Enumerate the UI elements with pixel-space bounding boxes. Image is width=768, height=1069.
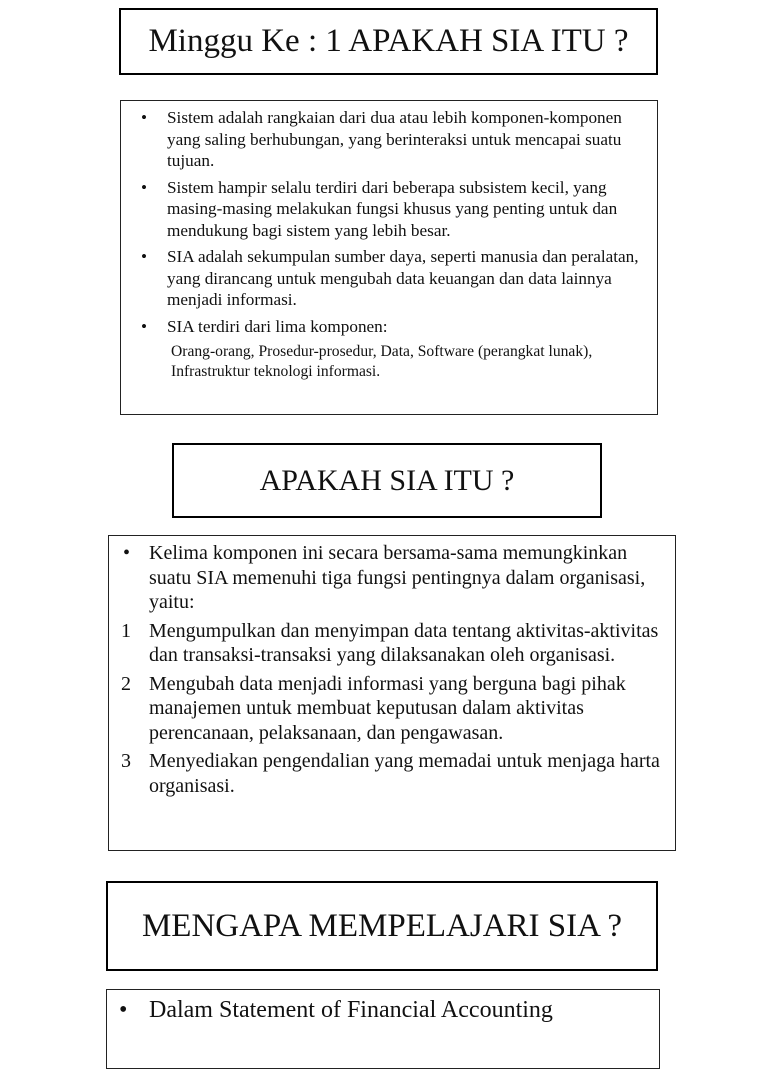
list-item — [133, 177, 645, 242]
bullet-text: Dalam Statement of Financial Accounting — [149, 997, 553, 1023]
intro-text: Kelima komponen ini secara bersama-sama memungkinkan suatu SIA memenuhi tiga fungsi pentingnya dalam organisasi, yaitu: — [149, 542, 646, 613]
bullet-icon: • — [123, 542, 131, 564]
list-item — [119, 619, 665, 668]
bullet-icon: • — [141, 108, 148, 127]
slide-2-intro-list — [119, 541, 665, 615]
slide-1-bullet-list — [133, 107, 645, 337]
item-number: 3 — [121, 750, 131, 772]
list-item — [119, 749, 665, 798]
bullet-text: Sistem hampir selalu terdiri dari beberapa subsistem kecil, yang masing-masing melakukan fungsi khusus yang penting untuk dan mendukung bagi sistem yang lebih besar. — [167, 177, 618, 240]
slide-3-content — [106, 989, 660, 1069]
item-number: 1 — [121, 619, 131, 642]
bullet-text: SIA adalah sekumpulan sumber daya, seperti manusia dan peralatan, yang dirancang untuk mengubah data keuangan dan data lainnya menjadi informasi. — [167, 247, 639, 309]
bullet-icon: • — [141, 316, 148, 336]
list-item — [133, 107, 645, 172]
list-item — [133, 246, 645, 311]
component-list-text: Orang-orang, Prosedur-prosedur, Data, Software (perangkat lunak), Infrastruktur teknologi informasi. — [171, 343, 593, 380]
slide-1-title: Minggu Ke : 1 APAKAH SIA ITU ? — [148, 23, 629, 59]
item-text: Menyediakan pengendalian yang memadai untuk menjaga harta organisasi. — [149, 750, 660, 797]
bullet-icon: • — [141, 177, 148, 197]
slide-3-title-box — [106, 881, 658, 971]
bullet-text: Sistem adalah rangkaian dari dua atau lebih komponen-komponen yang saling berhubungan, yang berinteraksi untuk mencapai suatu tujuan. — [167, 108, 622, 170]
slide-3-bullet-list — [119, 996, 647, 1024]
slide-1-title-box — [119, 8, 658, 75]
bullet-icon: • — [119, 997, 128, 1023]
list-item — [133, 316, 645, 338]
bullet-icon: • — [141, 247, 148, 266]
list-item — [119, 672, 665, 746]
item-text: Mengumpulkan dan menyimpan data tentang aktivitas-aktivitas dan transaksi-transaksi yang dilaksanakan oleh organisasi. — [149, 619, 659, 666]
slide-1-content — [120, 100, 658, 415]
bullet-text: SIA terdiri dari lima komponen: — [167, 316, 388, 336]
item-text: Mengubah data menjadi informasi yang berguna bagi pihak manajemen untuk membuat keputusan dalam aktivitas perencanaan, pelaksanaan, dan pengawasan. — [149, 672, 626, 744]
list-item — [119, 996, 647, 1024]
slide-3-title: MENGAPA MEMPELAJARI SIA ? — [141, 907, 623, 944]
slide-2-content — [108, 535, 676, 851]
slide-2-numbered-list — [119, 619, 665, 799]
slide-2-title: APAKAH SIA ITU ? — [259, 463, 515, 497]
slide-2-title-box — [172, 443, 602, 518]
item-number: 2 — [121, 672, 131, 695]
list-item — [119, 541, 665, 615]
